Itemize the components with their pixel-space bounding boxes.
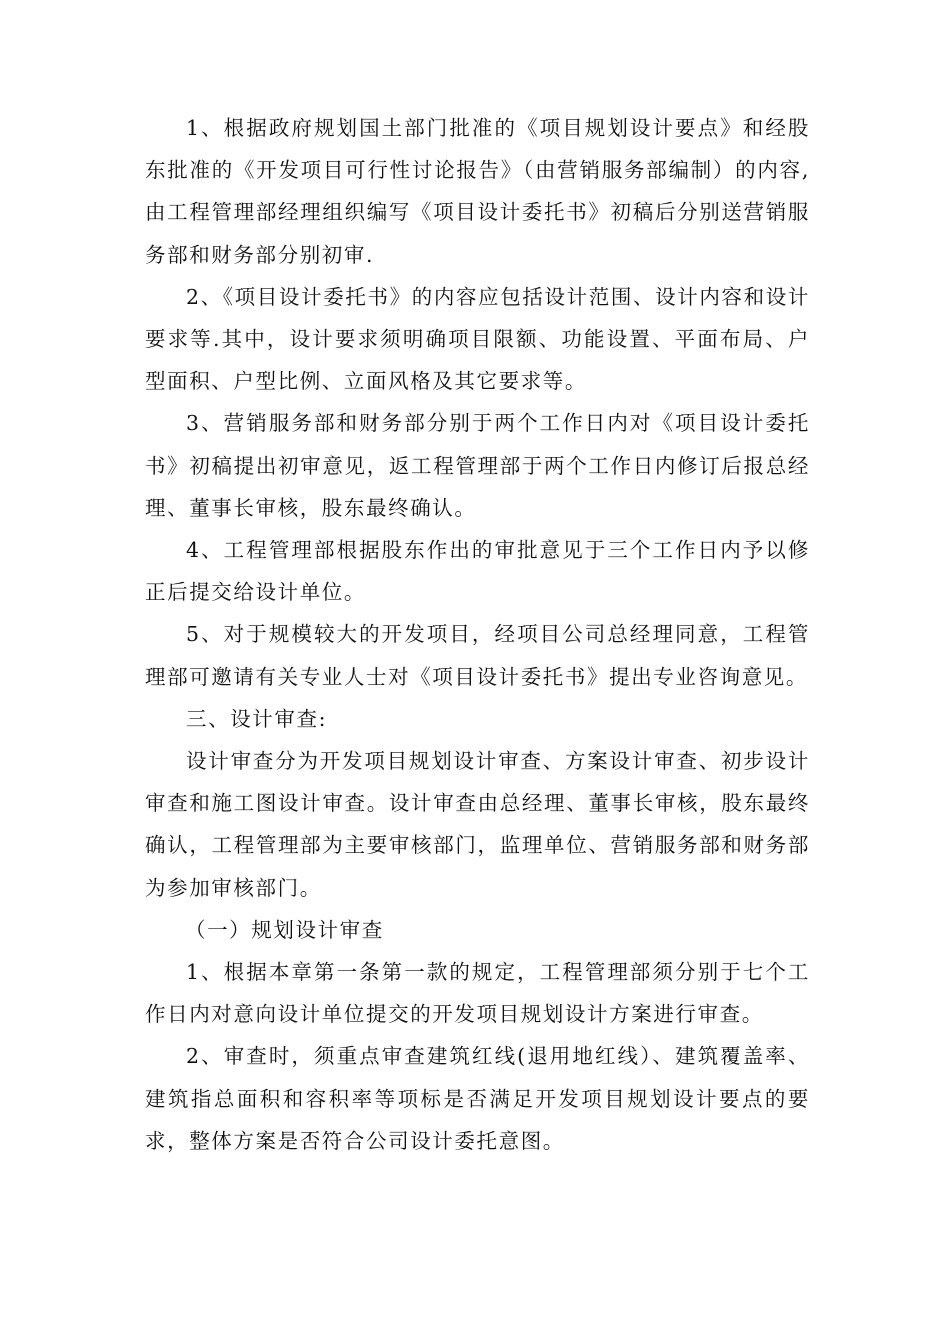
paragraph-planning-review-2: 2、审查时，须重点审查建筑红线(退用地红线）、建筑覆盖率、建筑指总面积和容积率等项标是否满足开发项目规划设计要点的要求，整体方案是否符合公司设计委托意图。	[145, 1044, 810, 1153]
paragraph-5: 5、对于规模较大的开发项目，经项目公司总经理同意，工程管理部可邀请有关专业人士对《项目设计委托书》提出专业咨询意见。	[145, 622, 810, 689]
section-heading-design-review: 三、设计审查:	[186, 706, 328, 731]
paragraph-planning-review-1: 1、根据本章第一条第一款的规定，工程管理部须分别于七个工作日内对意向设计单位提交的开发项目规划设计方案进行审查。	[145, 960, 810, 1027]
paragraph-design-review-intro: 设计审查分为开发项目规划设计审查、方案设计审查、初步设计审查和施工图设计审查。设计审查由总经理、董事长审核，股东最终确认，工程管理部为主要审核部门，监理单位、营销服务部和财务部为参加审核部门。	[145, 749, 810, 900]
document-body	[145, 107, 810, 1162]
paragraph-1: 1、根据政府规划国土部门批准的《项目规划设计要点》和经股东批准的《开发项目可行性讨论报告》（由营销服务部编制）的内容,由工程管理部经理组织编写《项目设计委托书》初稿后分别送营销服务部和财务部分别初审.	[145, 116, 810, 267]
paragraph-3: 3、营销服务部和财务部分别于两个工作日内对《项目设计委托书》初稿提出初审意见，返工程管理部于两个工作日内修订后报总经理、董事长审核，股东最终确认。	[145, 411, 810, 520]
subsection-heading-planning-review: （一）规划设计审查	[184, 917, 384, 942]
paragraph-2: 2、《项目设计委托书》的内容应包括设计范围、设计内容和设计要求等.其中，设计要求须明确项目限额、功能设置、平面布局、户型面积、户型比例、立面风格及其它要求等。	[145, 284, 810, 394]
paragraph-4: 4、工程管理部根据股东作出的审批意见于三个工作日内予以修正后提交给设计单位。	[145, 538, 810, 605]
